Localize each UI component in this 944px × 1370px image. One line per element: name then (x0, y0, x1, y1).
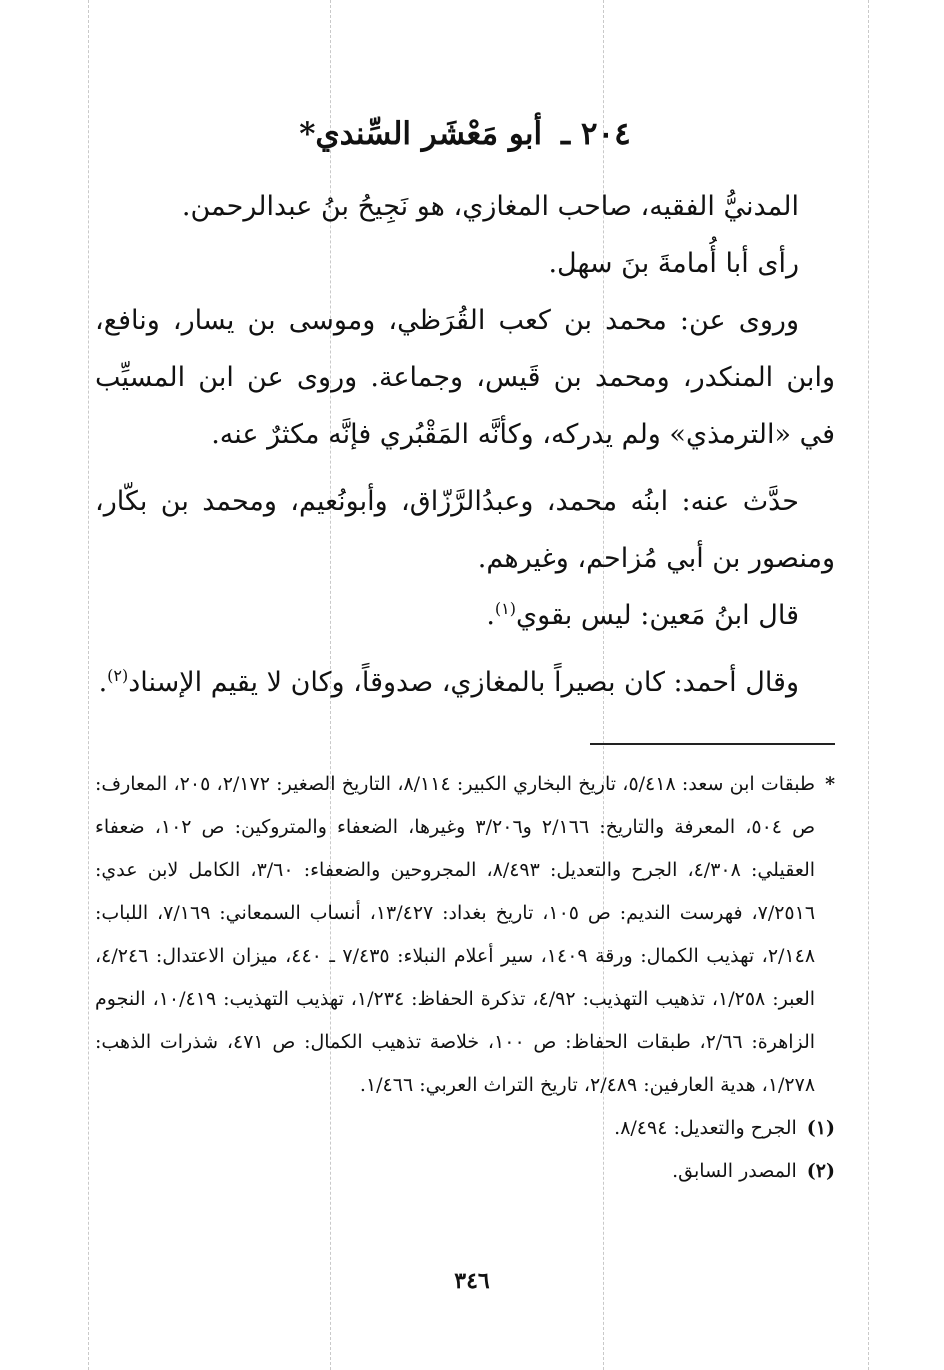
footnote-sources-text: طبقات ابن سعد: ٥/٤١٨، تاريخ البخاري الكبير: ٨/١١٤، التاريخ الصغير: ٢/١٧٢، ٢٠٥، المعارف: ص ٥٠٤، المعرفة والتاريخ: ٢/١٦٦ و٣/٢٠٦ وغيرها، الضعفاء والمتروكين: ص ١٠٢، ضعفاء العقيلي: ٤/٣٠٨، الجرح والتعديل: ٨/٤٩٣، المجروحين والضعفاء: ٣/٦٠، الكامل لابن عدي: ٧/٢٥١٦، فهرست النديم: ص ١٠٥، تاريخ بغداد: ١٣/٤٢٧، أنساب السمعاني: ٧/١٦٩، اللباب: ٢/١٤٨، تهذيب الكمال: ورقة ١٤٠٩، سير أعلام النبلاء: ٧/٤٣٥ ـ ٤٤٠، ميزان الاعتدال: ٤/٢٤٦، العبر: ١/٢٥٨، تذهيب التهذيب: ٤/٩٢، تذكرة الحفاظ: ١/٢٣٤، تهذيب التهذيب: ١٠/٤١٩، النجوم الزاهرة: ٢/٦٦، طبقات الحفاظ: ص ١٠٠، خلاصة تذهيب الكمال: ص ٤٧١، شذرات الذهب: ١/٢٧٨، هدية العارفين: ٢/٤٨٩، تاريخ التراث العربي: ١/٤٦٦. (95, 773, 816, 1097)
quote-ibn-main (95, 587, 835, 644)
footnote-ref: (١) (494, 599, 516, 619)
footnote-sources (95, 763, 835, 1107)
scan-guide-line (868, 0, 869, 1370)
quote-ahmad (95, 654, 835, 711)
punctuation: . (486, 600, 495, 632)
footnote-2 (95, 1150, 835, 1193)
paragraph-narrated-by: حدَّث عنه: ابنُه محمد، وعبدُالرَّزّاق، وأبونُعيم، ومحمد بن بكّار، ومنصور بن أبي مُزاحم، وغيرهم. (95, 486, 835, 575)
scan-guide-line (88, 0, 89, 1370)
paragraph-saw: رأى أبا أُمامةَ بنَ سهل. (548, 248, 799, 280)
footnote-2-text: المصدر السابق. (672, 1160, 797, 1183)
paragraph-narrated-from: وروى عن: محمد بن كعب القُرَظي، وموسى بن يسار، ونافع، وابن المنكدر، ومحمد بن قَيس، وجماعة. وروى عن ابن المسيِّب في «الترمذي» ولم يدركه، وكأنَّه المَقْبُري فإنَّه مكثرٌ عنه. (95, 305, 835, 451)
entry-name: أبو مَعْشَر السِّندي* (299, 116, 543, 152)
footnotes (95, 763, 835, 1193)
footnote-2-mark: (٢) (806, 1160, 835, 1183)
footnote-1 (95, 1107, 835, 1150)
paragraph-origin: المدنيُّ الفقيه، صاحب المغازي، هو نَجِيحُ بنُ عبدالرحمن. (181, 191, 799, 223)
footnote-separator-wrap (95, 711, 835, 763)
footnote-ref: (٢) (107, 666, 129, 686)
page-number: ٣٤٦ (454, 1268, 490, 1294)
footnote-1-text: الجرح والتعديل: ٨/٤٩٤. (614, 1117, 797, 1140)
punctuation: . (98, 667, 108, 699)
footnote-1-mark: (١) (806, 1117, 835, 1140)
quote-text: قال ابنُ مَعين: ليس بقوي (516, 600, 799, 632)
quote-text: وقال أحمد: كان بصيراً بالمغازي، صدوقاً، وكان لا يقيم الإسناد (128, 667, 799, 699)
document-page (95, 100, 835, 1193)
entry-number: ٢٠٤ ـ (560, 116, 631, 152)
footnote-star-mark: * (825, 773, 835, 796)
entry-heading (95, 114, 835, 154)
footnote-separator (590, 743, 835, 745)
